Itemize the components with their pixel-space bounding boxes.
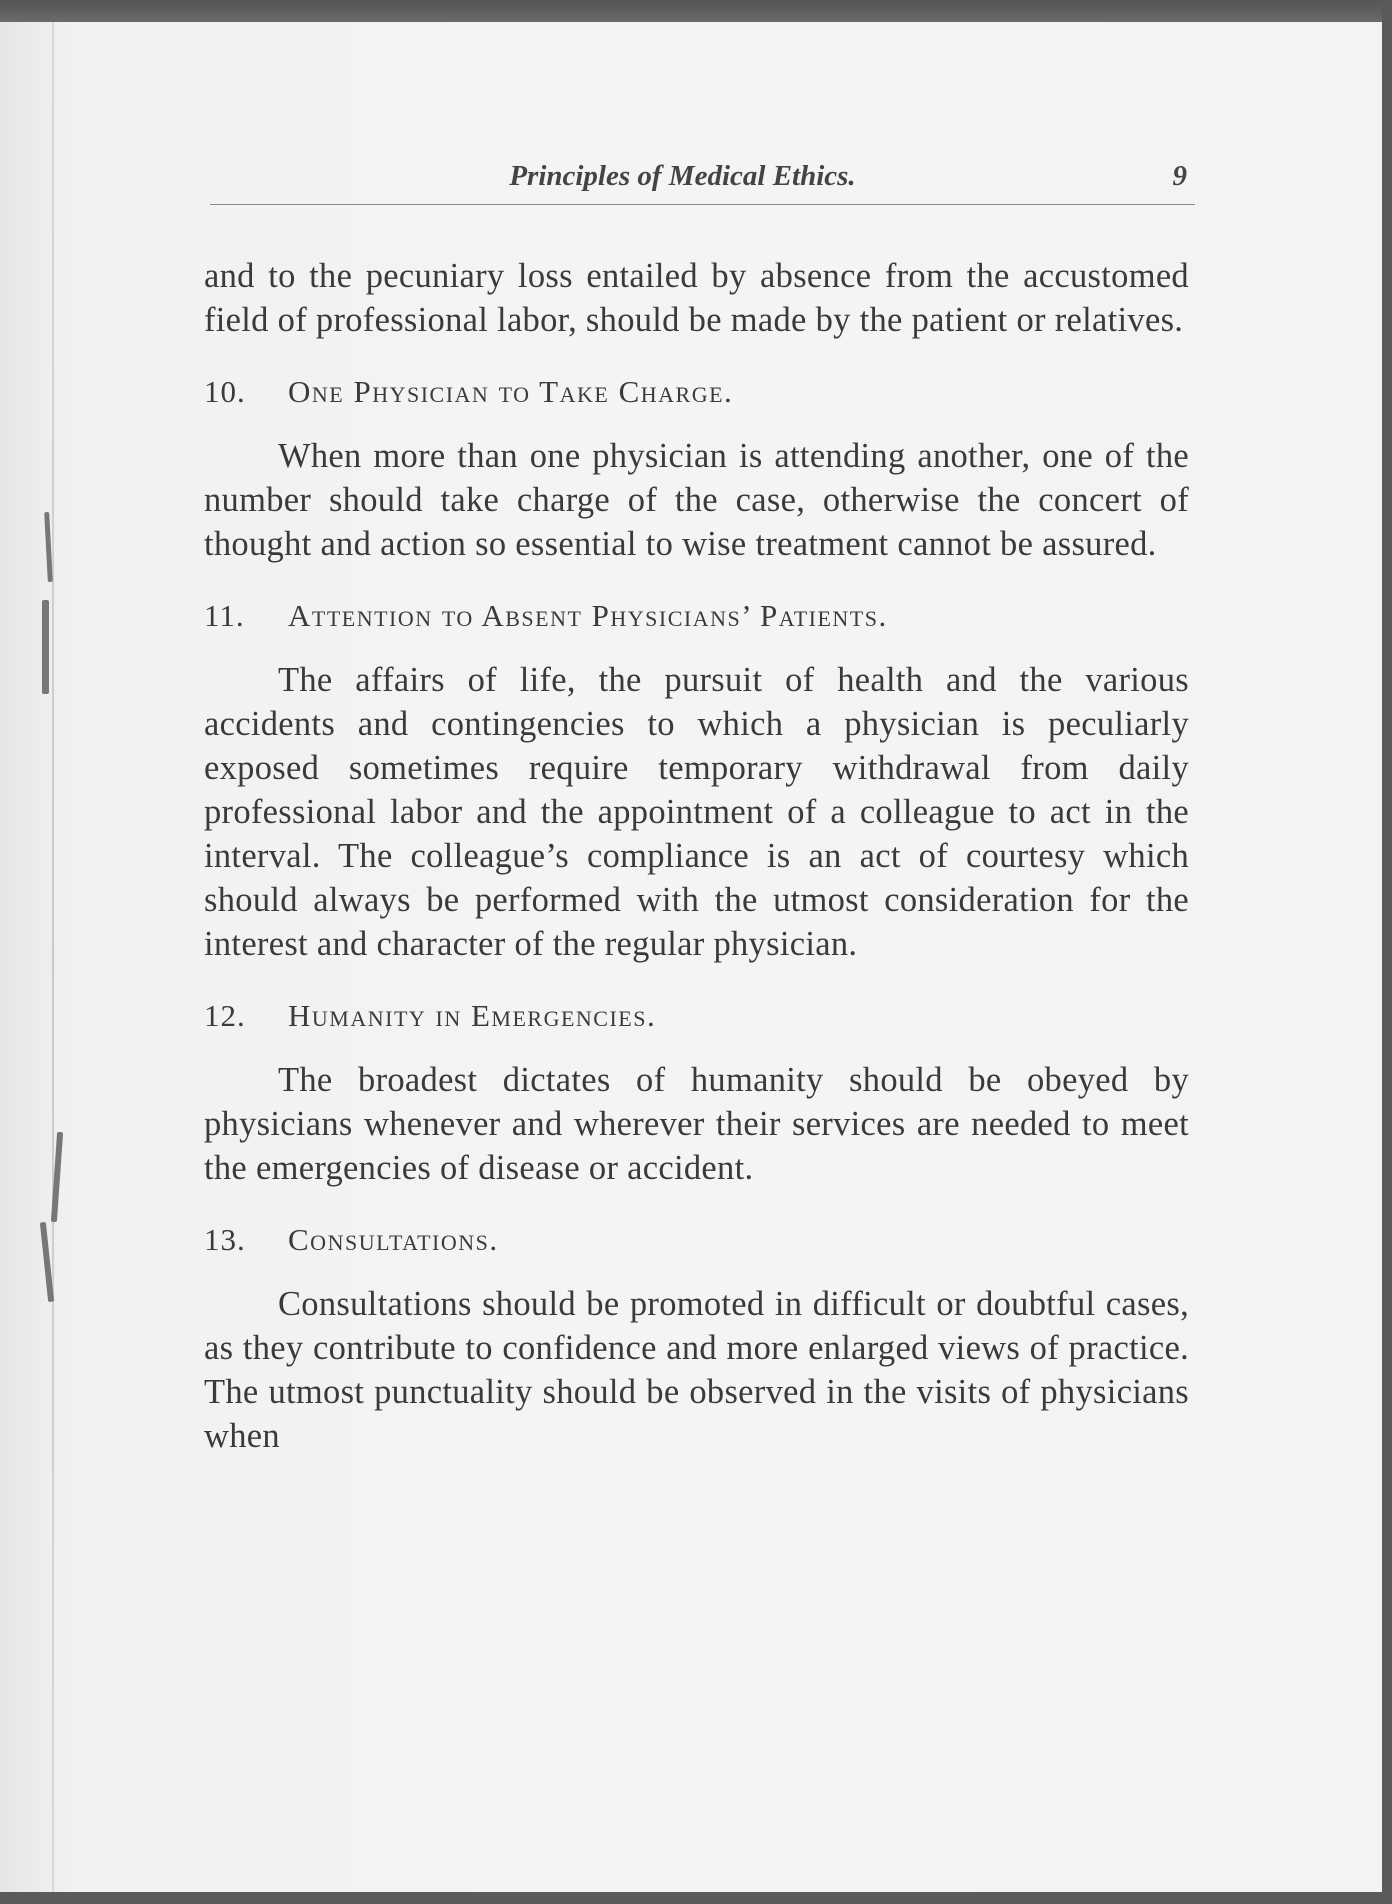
page-body [204,254,1189,1458]
section-paragraph: The affairs of life, the pursuit of health and the various accidents and contingencies to which a physician is peculiarly exposed sometimes require temporary withdrawal from daily professional labor and the appointment of a colleague to act in the interval. The colleague’s compliance is an act of courtesy which should always be performed with the utmost consideration for the interest and character of the regular physician. [204,661,1189,963]
page-number: 9 [1172,160,1187,192]
section-number: 10. [204,374,246,409]
section-title: Humanity in Emergencies. [288,998,657,1033]
scan-border-top [0,0,1392,22]
section-paragraph: The broadest dictates of humanity should be obeyed by physicians whenever and wherever their services are needed to meet the emergencies of disease or accident. [204,1061,1189,1187]
section-heading [204,996,1189,1036]
section-title: One Physician to Take Charge. [288,374,734,409]
page-gutter [52,22,54,1892]
section-heading [204,596,1189,636]
book-page [0,22,1382,1892]
section-heading [204,372,1189,412]
section-number: 12. [204,998,246,1033]
section-title: Attention to Absent Physicians’ Patients. [288,598,888,633]
running-header [210,160,1195,205]
opening-paragraph: and to the pecuniary loss entailed by absence from the accustomed field of professional labor, should be made by the patient or relatives. [204,257,1189,339]
scan-border-bottom [0,1892,1392,1904]
section-paragraph: Consultations should be promoted in difficult or doubtful cases, as they contribute to confidence and more enlarged views of practice. The utmost punctuality should be observed in the visits of physicians when [204,1285,1189,1455]
section-title: Consultations. [288,1222,499,1257]
scan-border-right [1382,0,1392,1904]
section-number: 11. [204,598,245,633]
binding-thread-mark [42,600,49,694]
section-paragraph: When more than one physician is attending another, one of the number should take charge of the case, otherwise the concert of thought and action so essential to wise treatment cannot be assured. [204,437,1189,563]
section-number: 13. [204,1222,246,1257]
running-title: Principles of Medical Ethics. [509,160,856,192]
section-heading [204,1220,1189,1260]
